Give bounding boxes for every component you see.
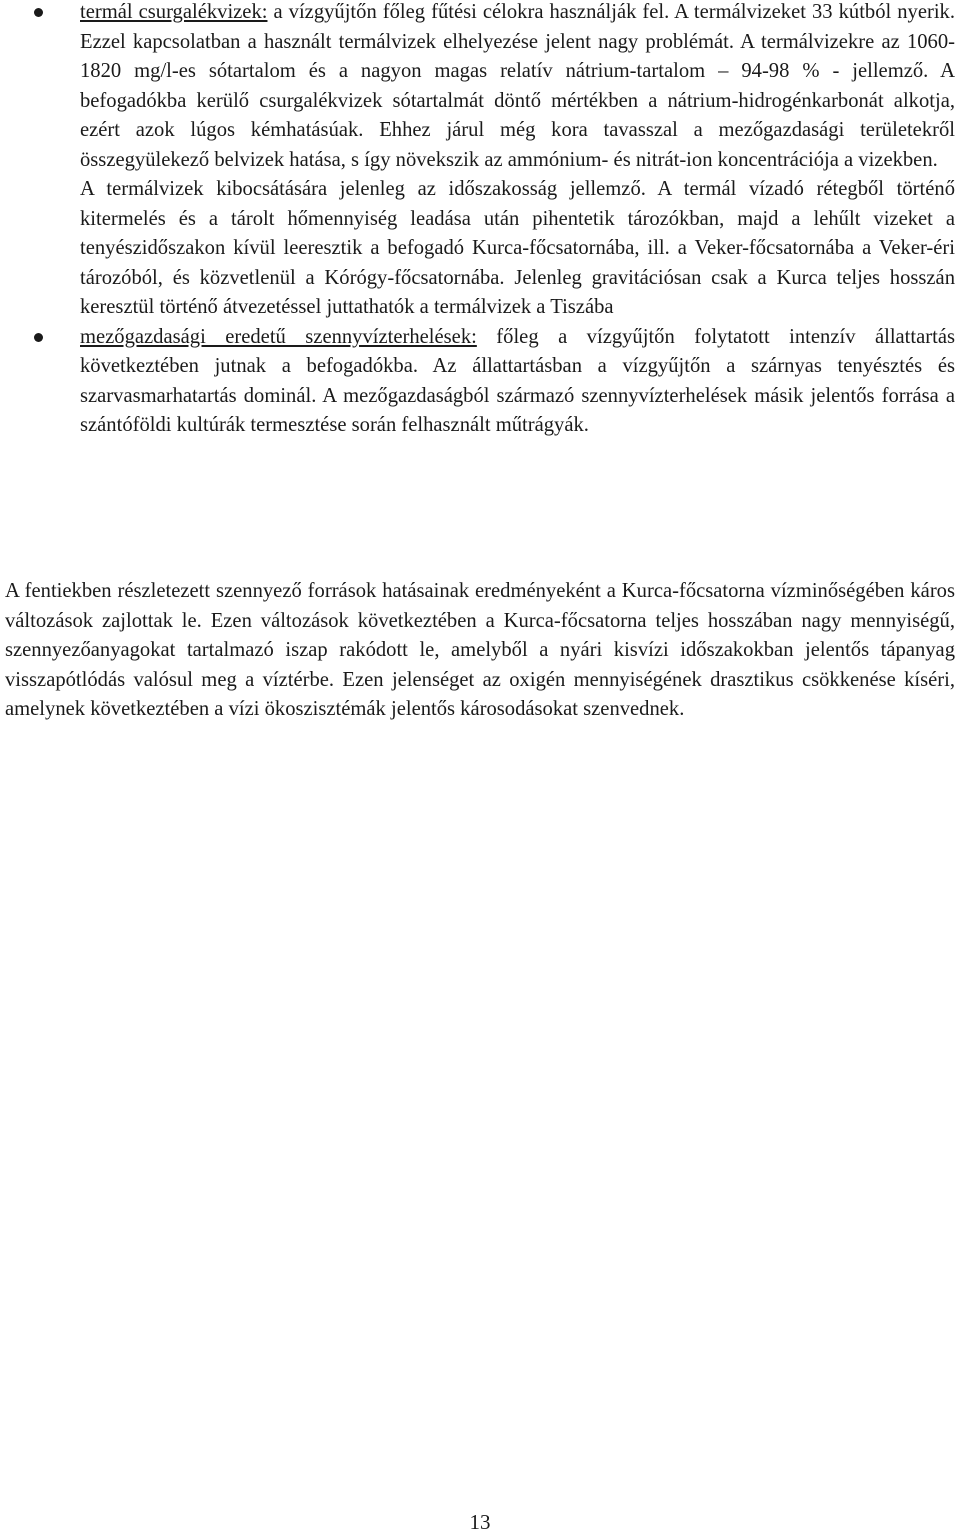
bullet-text: a vízgyűjtőn főleg fűtési célokra használják fel. A termálvizeket 33 kútból nyerik. Ezzel kapcsolatban a használt termálvizek elhelyezése jelent nagy problémát. A termálvizekre az 1060-1820 mg/l-es sótartalom és a nagyon magas relatív nátrium-tartalom – 94-98 % - jellemző. A befogadókba kerülő csurgalékvizek sótartalmát döntő mértékben a nátrium-hidrogénkarbonát alkotja, ezért azok lúgos kémhatásúak. Ehhez járul még kora tavasszal a mezőgazdasági területekről összegyülekező belvizek hatása, s így növekszik az ammónium- és nitrát-ion koncentrációja a vizekben. bbox=[80, 1, 956, 171]
bullet-dot-icon bbox=[34, 333, 43, 342]
bullet-paragraph bbox=[80, 323, 955, 441]
bullet-heading: mezőgazdasági eredetű szennyvízterhelések: bbox=[80, 325, 477, 348]
summary-paragraph: A fentiekben részletezett szennyező források hatásainak eredményeként a Kurca-főcsatorna vízminőségében káros változások zajlottak le. Ezen változások következtében a Kurca-főcsatorna teljes hosszában nagy mennyiségű, szennyezőanyagokat tartalmazó iszap rakódott le, amelyből a nyári kisvízi időszakokban jelentős tápanyag visszapótlódás valósul meg a víztérbe. Ezen jelenséget az oxigén mennyiségének drasztikus csökkenése kíséri, amelynek következtében a vízi ökoszisztémák jelentős károsodásokat szenvednek. bbox=[5, 580, 955, 720]
bullet-heading: termál csurgalékvizek: bbox=[80, 1, 268, 23]
bullet-dot-icon bbox=[34, 8, 43, 17]
bullet-item-thermal bbox=[0, 0, 960, 323]
bullet-text: főleg a vízgyűjtőn folytatott intenzív állattartás következtében jutnak a befogadókba. Az állattartásban a vízgyűjtőn a szárnyas tenyésztés és szarvasmarhatartás dominál. A mezőgazdaságból származó szennyvízterhelések másik jelentős forrása a szántóföldi kultúrák termesztése során felhasznált műtrágyák. bbox=[80, 325, 956, 436]
bullet-paragraph-continued: A termálvizek kibocsátására jelenleg az időszakosság jellemző. A termál vízadó rétegből történő kitermelés és a tárolt hőmennyiség leadása után pihentetik tározókban, majd a lehűlt vizeket a tenyészidőszakon kívül leeresztik a befogadó Kurca-főcsatornába, ill. a Veker-főcsatornába a Veker-éri tározóból, és közvetlenül a Kórógy-főcsatornába. Jelenleg gravitációsan csak a Kurca teljes hosszán keresztül történő átvezetéssel juttathatók a termálvizek a Tiszába bbox=[80, 178, 955, 318]
bullet-item-agricultural bbox=[0, 323, 960, 441]
bullet-list bbox=[0, 0, 960, 441]
bullet-paragraph bbox=[80, 0, 955, 175]
page-number: 13 bbox=[469, 1510, 491, 1534]
